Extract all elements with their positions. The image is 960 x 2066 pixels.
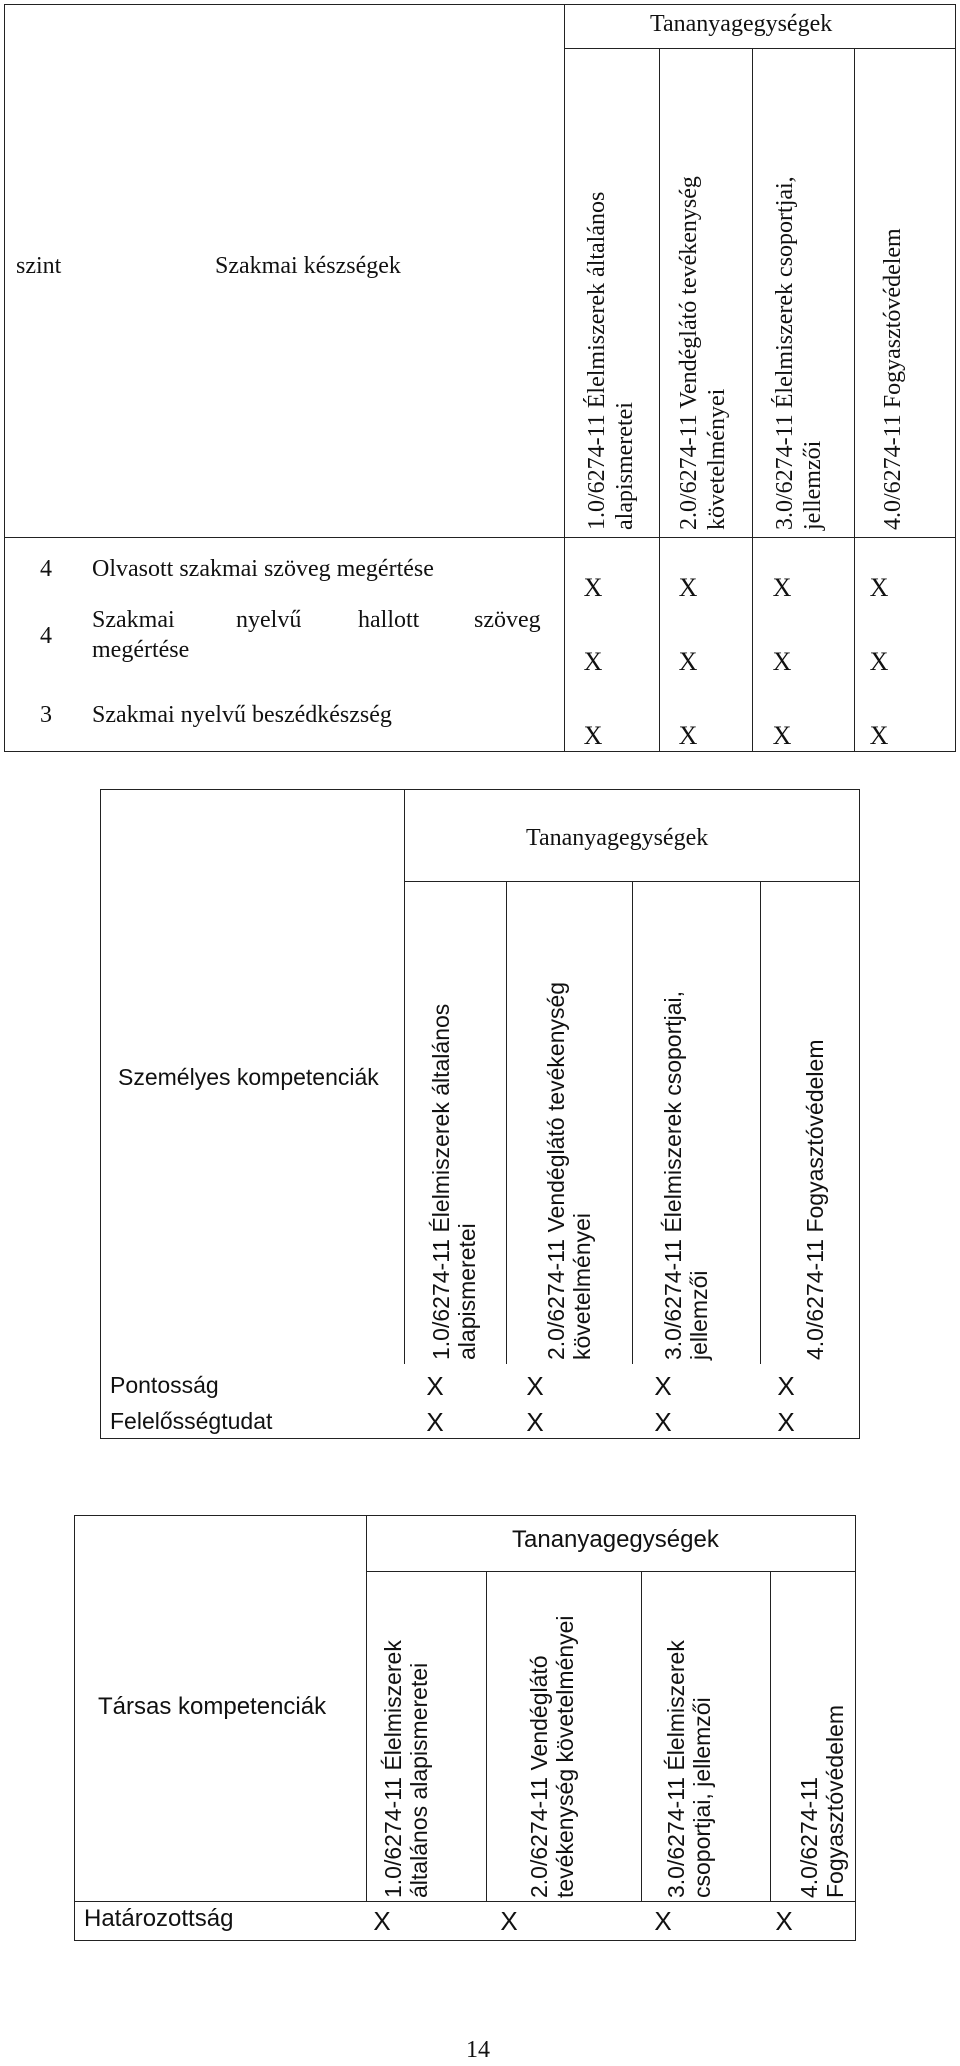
social-table-border xyxy=(74,1515,856,1941)
skills-row-label: Olvasott szakmai szöveg megértése xyxy=(92,556,434,582)
skills-unit-header-4: 4.0/6274-11 Fogyasztóvédelem xyxy=(880,228,906,530)
social-units-header: Tananyagegységek xyxy=(512,1526,719,1553)
skills-unit-header-1: 1.0/6274-11 Élelmiszerek általános alapismeretei xyxy=(584,191,638,530)
page-number: 14 xyxy=(466,2037,490,2063)
mark-cell: X xyxy=(500,1906,518,1936)
mark-cell: X xyxy=(678,721,698,750)
mark-cell: X xyxy=(583,573,603,602)
personal-units-header: Tananyagegységek xyxy=(526,825,709,851)
mark-cell: X xyxy=(526,1371,544,1401)
social-unit-header-4: 4.0/6274-11 Fogyasztóvédelem xyxy=(796,1704,849,1898)
mark-cell: X xyxy=(526,1407,544,1437)
social-unit-header-3: 3.0/6274-11 Élelmiszerek csoportjai, jellemzői xyxy=(663,1640,716,1898)
mark-cell: X xyxy=(678,573,698,602)
mark-cell: X xyxy=(373,1906,391,1936)
personal-label-header: Személyes kompetenciák xyxy=(118,1064,379,1090)
skills-row-level: 3 xyxy=(40,702,52,728)
social-label-header: Társas kompetenciák xyxy=(98,1693,327,1720)
mark-cell: X xyxy=(772,647,792,676)
social-row-label: Határozottság xyxy=(84,1905,234,1932)
mark-cell: X xyxy=(678,647,698,676)
mark-cell: X xyxy=(777,1407,795,1437)
mark-cell: X xyxy=(775,1906,793,1936)
mark-cell: X xyxy=(426,1371,444,1401)
mark-cell: X xyxy=(654,1407,672,1437)
mark-cell: X xyxy=(426,1407,444,1437)
skills-units-header: Tananyagegységek xyxy=(650,11,833,37)
skills-row-level: 4 xyxy=(40,556,52,582)
mark-cell: X xyxy=(777,1371,795,1401)
mark-cell: X xyxy=(869,573,889,602)
social-unit-header-1: 1.0/6274-11 Élelmiszerek általános alapismeretei xyxy=(380,1640,433,1898)
mark-cell: X xyxy=(772,721,792,750)
skills-skill-header: Szakmai készségek xyxy=(215,253,401,279)
social-unit-header-2: 2.0/6274-11 Vendéglátó tevékenység követelményei xyxy=(526,1615,579,1898)
mark-cell: X xyxy=(583,647,603,676)
mark-cell: X xyxy=(772,573,792,602)
skills-row-level: 4 xyxy=(40,623,52,649)
skills-unit-header-3: 3.0/6274-11 Élelmiszerek csoportjai, jellemzői xyxy=(772,176,826,530)
skills-level-header: szint xyxy=(16,253,62,279)
mark-cell: X xyxy=(869,721,889,750)
personal-unit-header-1: 1.0/6274-11 Élelmiszerek általános alapismeretei xyxy=(428,1003,481,1360)
personal-unit-header-2: 2.0/6274-11 Vendéglátó tevékenység követelményei xyxy=(543,981,596,1360)
mark-cell: X xyxy=(583,721,603,750)
mark-cell: X xyxy=(869,647,889,676)
document-page: Tananyagegységek szint Szakmai készségek 1.0/6274-11 Élelmiszerek általános alapismeretei 2.0/6274-11 Vendéglátó tevékenység követelményei 3.0/6274-11 Élelmiszerek csoportjai, jellemzői 4.0/6274-11 Fogyasztóvédelem 4 Olvasott szakmai szöveg megértése X X X X 4 Szakmai nyelvű hallott szöveg megértése X X X X 3 Szakmai nyelvű beszédkészség X X X X Tananyagegységek Személyes kompetenciák 1.0/6274-11 Élelmiszerek általános alapismeretei 2.0/6274-11 Vendéglátó tevékenység követelményei 3.0/6274-11 Élelmiszerek csoportjai, jellemzői 4.0/6274-11 Fogyasztóvédelem Pontosság X X X X Felelősségtudat X X X X Tananyagegységek Társas kompetenciák 1.0/6274-11 Élelmiszerek általános alapismeretei 2.0/6274-11 Vendéglátó tevékenység követelményei 3.0/6274-11 Élelmiszerek csoportjai, jellemzői 4.0/6274-11 Fogyasztóvédelem Határozottság X X X X 14 xyxy=(0,0,960,2066)
personal-row-label: Felelősségtudat xyxy=(110,1408,273,1434)
skills-unit-header-2: 2.0/6274-11 Vendéglátó tevékenység követelményei xyxy=(676,176,730,530)
skills-row-label: Szakmai nyelvű beszédkészség xyxy=(92,702,392,728)
personal-unit-header-3: 3.0/6274-11 Élelmiszerek csoportjai, jellemzői xyxy=(660,990,713,1360)
personal-row-label: Pontosság xyxy=(110,1372,219,1398)
mark-cell: X xyxy=(654,1906,672,1936)
mark-cell: X xyxy=(654,1371,672,1401)
personal-unit-header-4: 4.0/6274-11 Fogyasztóvédelem xyxy=(802,1039,828,1360)
